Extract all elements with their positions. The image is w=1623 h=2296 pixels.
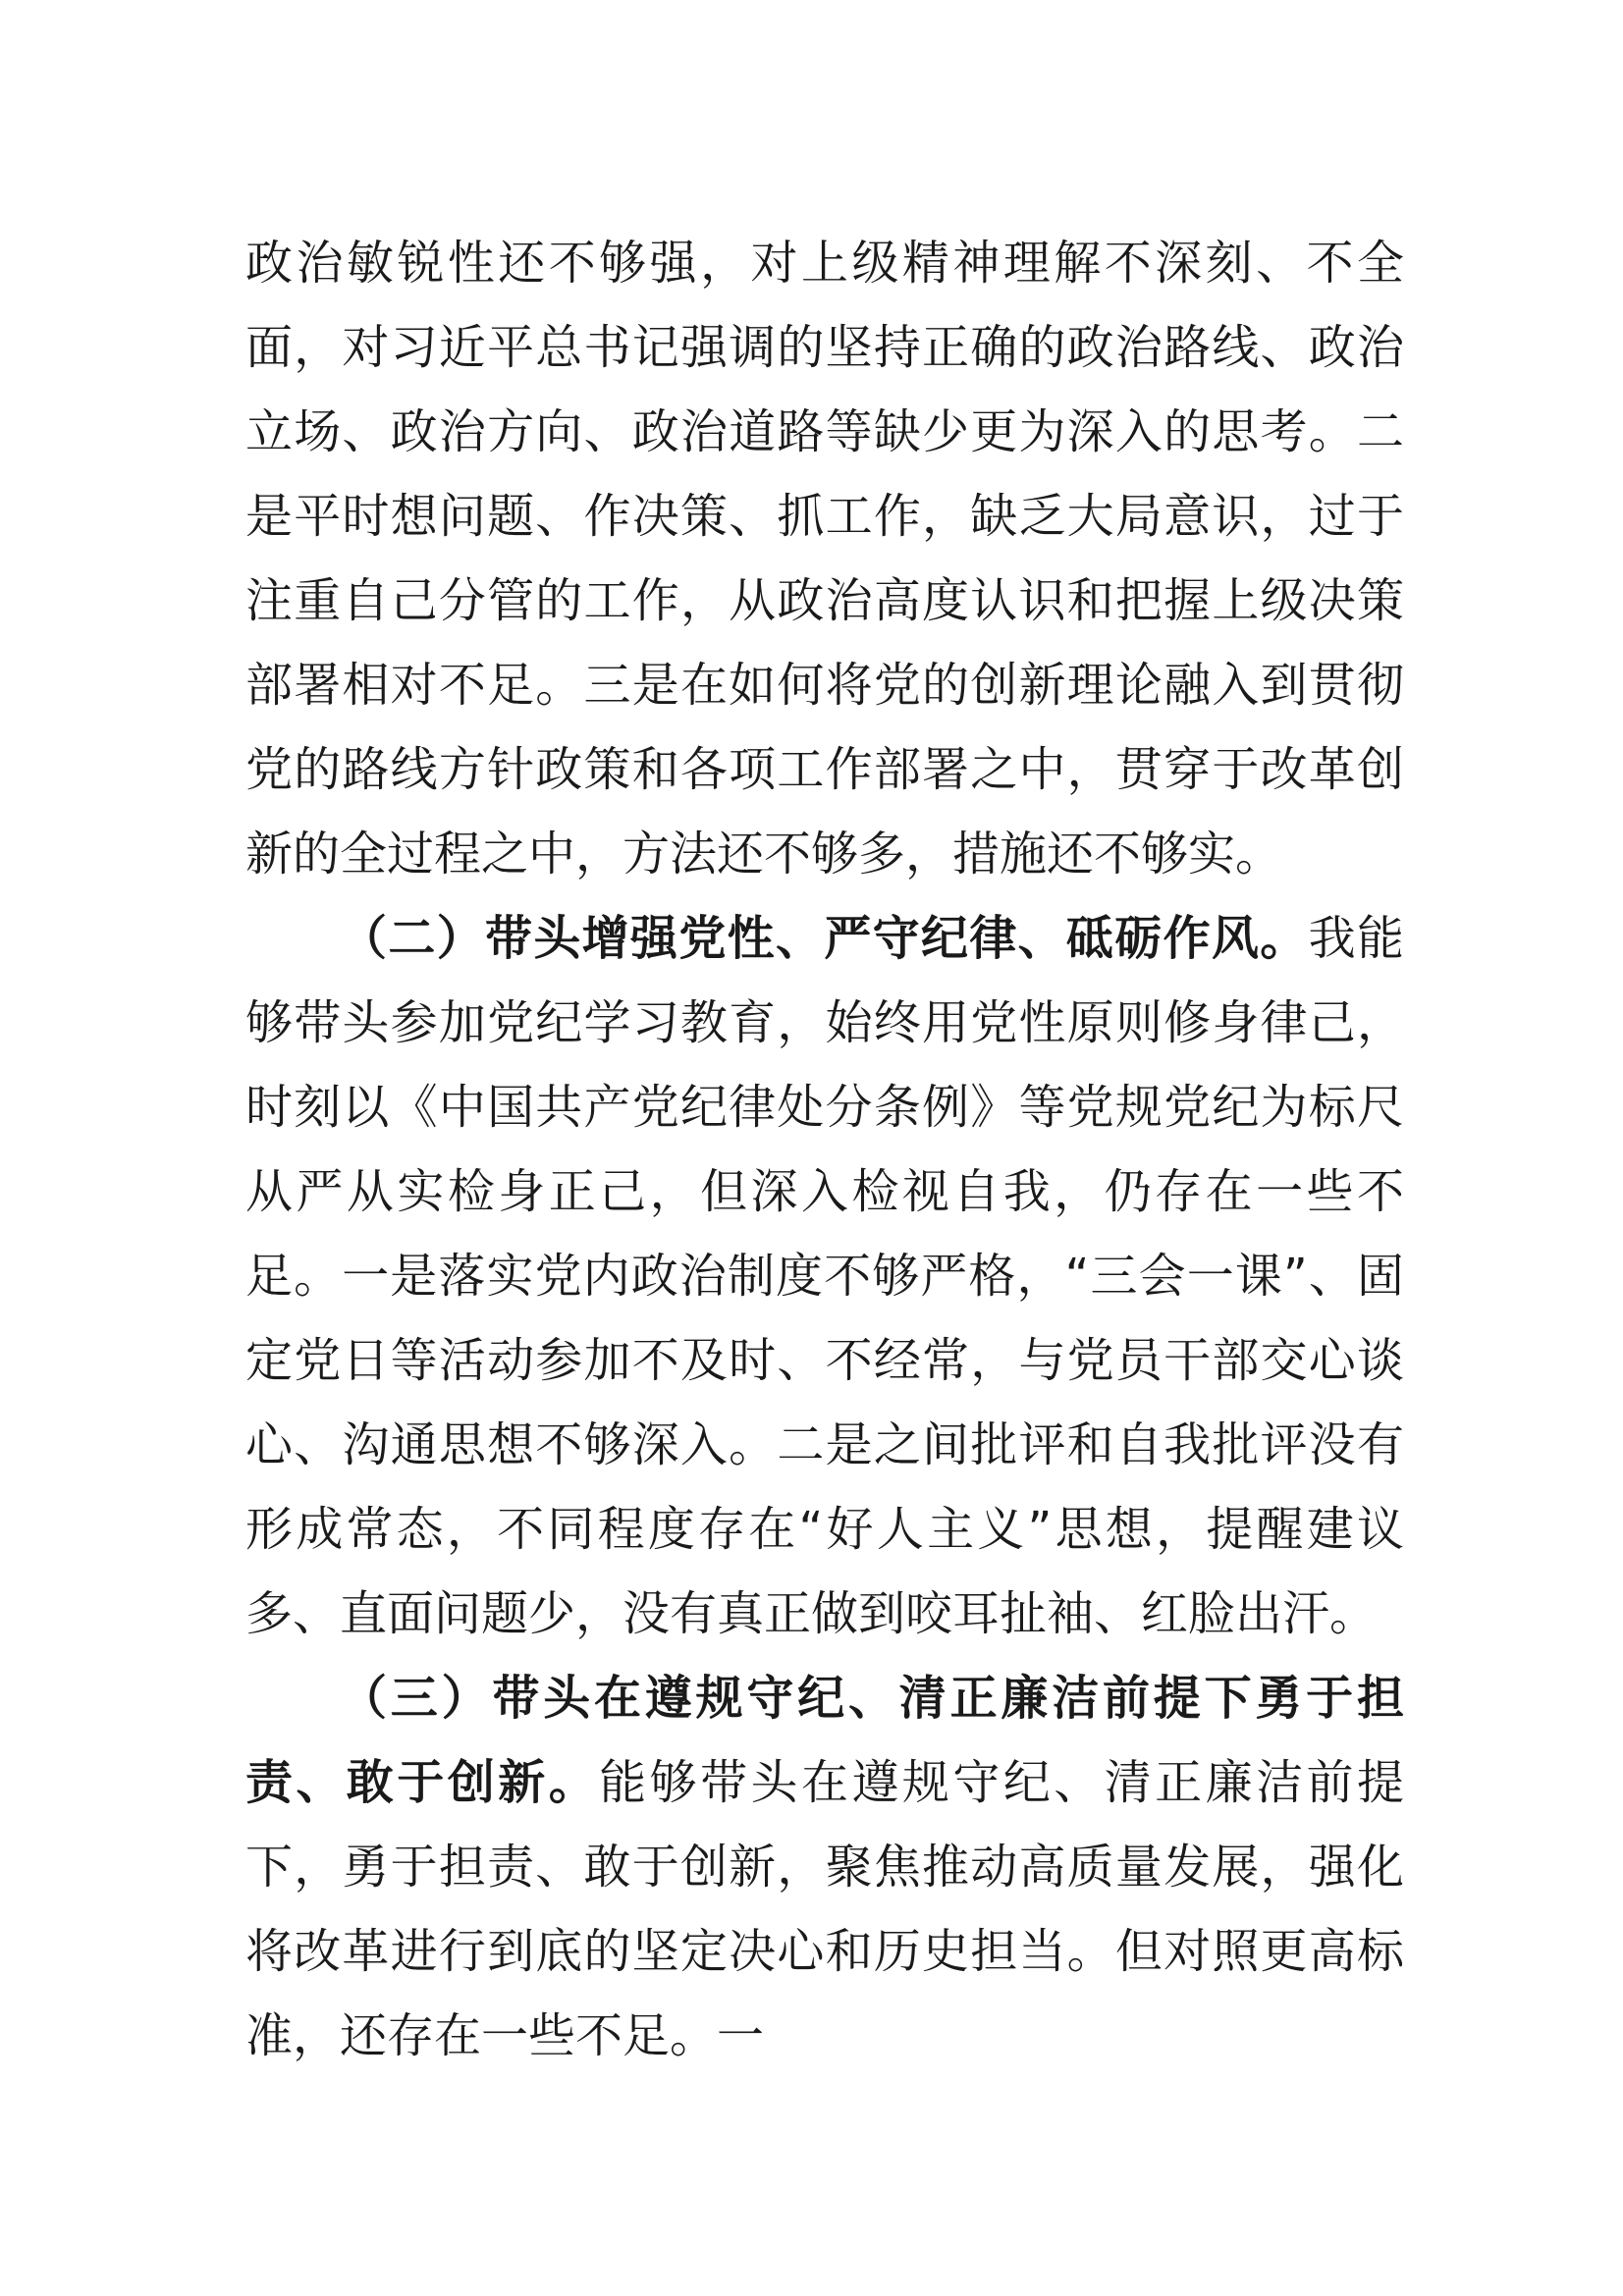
document-body	[245, 221, 1404, 2078]
section-body-2: 我能够带头参加党纪学习教育，始终用党性原则修身律己，时刻以《中国共产党纪律处分条例》等党规党纪为标尺从严从实检身正己，但深入检视自我，仍存在一些不足。一是落实党内政治制度不够严格，“三会一课”、固定党日等活动参加不及时、不经常，与党员干部交心谈心、沟通思想不够深入。二是之间批评和自我批评没有形成常态，不同程度存在“好人主义”思想，提醒建议多、直面问题少，没有真正做到咬耳扯袖、红脸出汗。	[245, 911, 1404, 1641]
section-body-3: 能够带头在遵规守纪、清正廉洁前提下，勇于担责、敢于创新，聚焦推动高质量发展，强化将改革进行到底的坚定决心和历史担当。但对照更高标准，还存在一些不足。一	[245, 1755, 1404, 2063]
paragraph-responsibility-innovation	[245, 1656, 1404, 2078]
section-heading-3: （三）带头在遵规守纪、清正廉洁前提下勇于担责、敢于创新。	[245, 1671, 1404, 1810]
paragraph-party-discipline	[245, 896, 1404, 1656]
paragraph-political-awareness: 政治敏锐性还不够强，对上级精神理解不深刻、不全面，对习近平总书记强调的坚持正确的政治路线、政治立场、政治方向、政治道路等缺少更为深入的思考。二是平时想问题、作决策、抓工作，缺乏大局意识，过于注重自己分管的工作，从政治高度认识和把握上级决策部署相对不足。三是在如何将党的创新理论融入到贯彻党的路线方针政策和各项工作部署之中，贯穿于改革创新的全过程之中，方法还不够多，措施还不够实。	[245, 236, 1404, 881]
section-heading-2: （二）带头增强党性、严守纪律、砥砺作风。	[340, 911, 1309, 966]
